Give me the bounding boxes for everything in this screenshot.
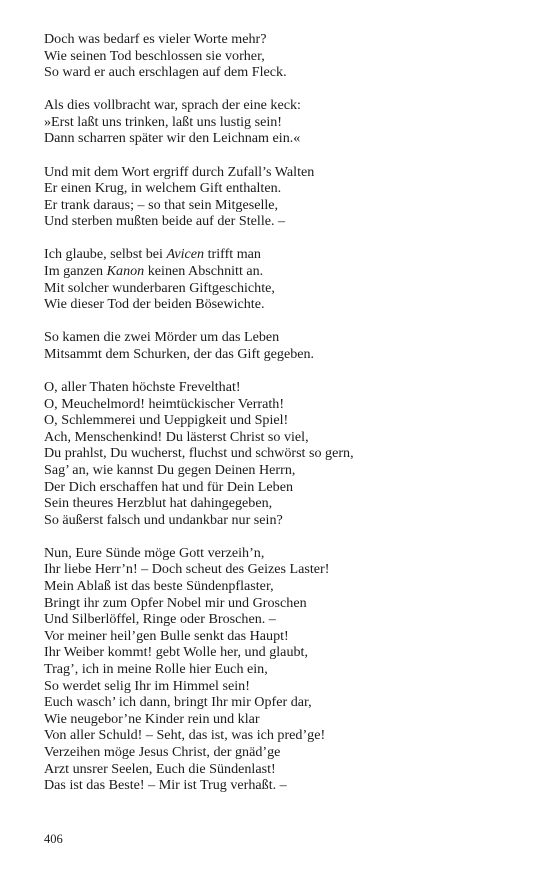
stanza xyxy=(44,164,524,230)
stanza xyxy=(44,31,524,81)
verse-line: Und Silberlöffel, Ringe oder Broschen. – xyxy=(44,611,276,628)
verse-line: Und sterben mußten beide auf der Stelle. – xyxy=(44,213,286,230)
verse-line: Ach, Menschenkind! Du lästerst Christ so viel, xyxy=(44,428,309,445)
verse-line: Euch wasch’ ich dann, bringt Ihr mir Opfer dar, xyxy=(44,694,312,711)
stanza xyxy=(44,545,524,794)
verse-line: »Erst laßt uns trinken, laßt uns lustig sein! xyxy=(44,113,283,130)
verse-line: Sag’ an, wie kannst Du gegen Deinen Herrn, xyxy=(44,461,296,478)
verse-line: Bringt ihr zum Opfer Nobel mir und Groschen xyxy=(44,594,307,611)
verse-line: Wie seinen Tod beschlossen sie vorher, xyxy=(44,47,265,64)
verse-line: So ward er auch erschlagen auf dem Fleck. xyxy=(44,64,287,81)
verse-line: So kamen die zwei Mörder um das Leben xyxy=(44,329,280,346)
verse-line xyxy=(44,246,524,263)
stanza xyxy=(44,379,524,528)
verse-line: Mit solcher wunderbaren Giftgeschichte, xyxy=(44,279,275,296)
stanza xyxy=(44,97,524,147)
verse-line: Er trank daraus; – so that sein Mitgeselle, xyxy=(44,196,279,213)
verse-line: Ihr Weiber kommt! gebt Wolle her, und glaubt, xyxy=(44,644,308,661)
verse-line: O, Meuchelmord! heimtückischer Verrath! xyxy=(44,395,285,412)
italic-title: Avicen xyxy=(166,246,205,263)
verse-line: Vor meiner heil’gen Bulle senkt das Haupt! xyxy=(44,627,289,644)
verse-line: Dann scharren später wir den Leichnam ein.« xyxy=(44,130,301,147)
verse-line: Nun, Eure Sünde möge Gott verzeih’n, xyxy=(44,544,265,561)
verse-line: Und mit dem Wort ergriff durch Zufall’s Walten xyxy=(44,163,315,180)
page-number: 406 xyxy=(44,832,63,846)
verse-text: trifft man xyxy=(204,246,261,263)
verse-line: Arzt unsrer Seelen, Euch die Sündenlast! xyxy=(44,760,276,777)
stanza xyxy=(44,246,524,312)
verse-line xyxy=(44,263,524,280)
verse-line: Mein Ablaß ist das beste Sündenpflaster, xyxy=(44,578,274,595)
verse-text: Ich glaube, selbst bei xyxy=(44,246,167,263)
stanza xyxy=(44,329,524,362)
verse-line: Doch was bedarf es vieler Worte mehr? xyxy=(44,31,267,47)
verse-line: Das ist das Beste! – Mir ist Trug verhaßt. – xyxy=(44,777,287,794)
verse-line: So äußerst falsch und undankbar nur sein? xyxy=(44,511,283,528)
verse-line: Sein theures Herzblut hat dahingegeben, xyxy=(44,495,273,512)
poem-text xyxy=(44,31,524,810)
verse-line: Er einen Krug, in welchem Gift enthalten. xyxy=(44,180,282,197)
verse-line: Du prahlst, Du wucherst, fluchst und schwörst so gern, xyxy=(44,445,354,462)
verse-line: O, Schlemmerei und Ueppigkeit und Spiel! xyxy=(44,412,289,429)
verse-line: Von aller Schuld! – Seht, das ist, was ich pred’ge! xyxy=(44,727,326,744)
verse-line: Trag’, ich in meine Rolle hier Euch ein, xyxy=(44,661,268,677)
italic-title: Kanon xyxy=(106,263,145,280)
verse-line: Ihr liebe Herr’n! – Doch scheut des Geizes Laster! xyxy=(44,561,330,578)
verse-line: So werdet selig Ihr im Himmel sein! xyxy=(44,677,250,694)
verse-line: Mitsammt dem Schurken, der das Gift gegeben. xyxy=(44,345,315,362)
verse-line: Der Dich erschaffen hat und für Dein Leben xyxy=(44,478,294,495)
verse-text: Im ganzen xyxy=(44,263,107,280)
verse-line: O, aller Thaten höchste Frevelthat! xyxy=(44,379,241,395)
verse-line: Als dies vollbracht war, sprach der eine keck: xyxy=(44,97,301,114)
verse-line: Wie neugebor’ne Kinder rein und klar xyxy=(44,710,260,727)
verse-line: Verzeihen möge Jesus Christ, der gnäd’ge xyxy=(44,743,281,760)
verse-text: keinen Abschnitt an. xyxy=(144,263,264,280)
verse-line: Wie dieser Tod der beiden Bösewichte. xyxy=(44,296,265,313)
